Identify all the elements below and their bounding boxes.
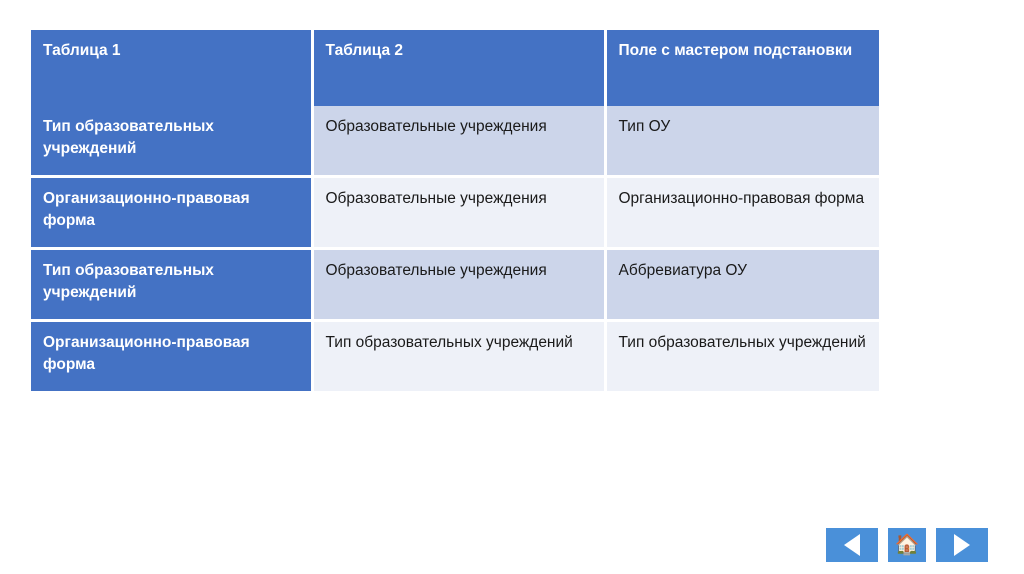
table-row — [31, 248, 879, 320]
home-icon: 🏠 — [894, 534, 920, 556]
cell-row1-col2: Образовательные учреждения — [312, 106, 605, 176]
next-slide-button[interactable] — [936, 528, 988, 562]
arrow-right-icon — [954, 534, 970, 556]
table-header-row — [31, 30, 879, 106]
cell-row3-col2: Образовательные учреждения — [312, 248, 605, 320]
cell-row2-col3: Организационно-правовая форма — [605, 176, 879, 248]
cell-row2-col2: Образовательные учреждения — [312, 176, 605, 248]
previous-slide-button[interactable] — [826, 528, 878, 562]
column-header-table1: Таблица 1 — [31, 30, 312, 106]
comparison-table-container — [31, 30, 879, 391]
table-row — [31, 106, 879, 176]
column-header-table2: Таблица 2 — [312, 30, 605, 106]
home-button[interactable] — [888, 528, 926, 562]
cell-row4-col3: Тип образовательных учреждений — [605, 320, 879, 390]
table-row — [31, 320, 879, 390]
arrow-left-icon — [844, 534, 860, 556]
cell-row2-col1: Организационно-правовая форма — [31, 176, 312, 248]
cell-row1-col3: Тип ОУ — [605, 106, 879, 176]
column-header-lookup-field: Поле с мастером подстановки — [605, 30, 879, 106]
slide-navigation — [826, 528, 988, 562]
cell-row1-col1: Тип образовательных учреждений — [31, 106, 312, 176]
cell-row3-col1: Тип образовательных учреждений — [31, 248, 312, 320]
table-row — [31, 176, 879, 248]
comparison-table — [31, 30, 879, 391]
cell-row4-col1: Организационно-правовая форма — [31, 320, 312, 390]
cell-row4-col2: Тип образовательных учреждений — [312, 320, 605, 390]
cell-row3-col3: Аббревиатура ОУ — [605, 248, 879, 320]
